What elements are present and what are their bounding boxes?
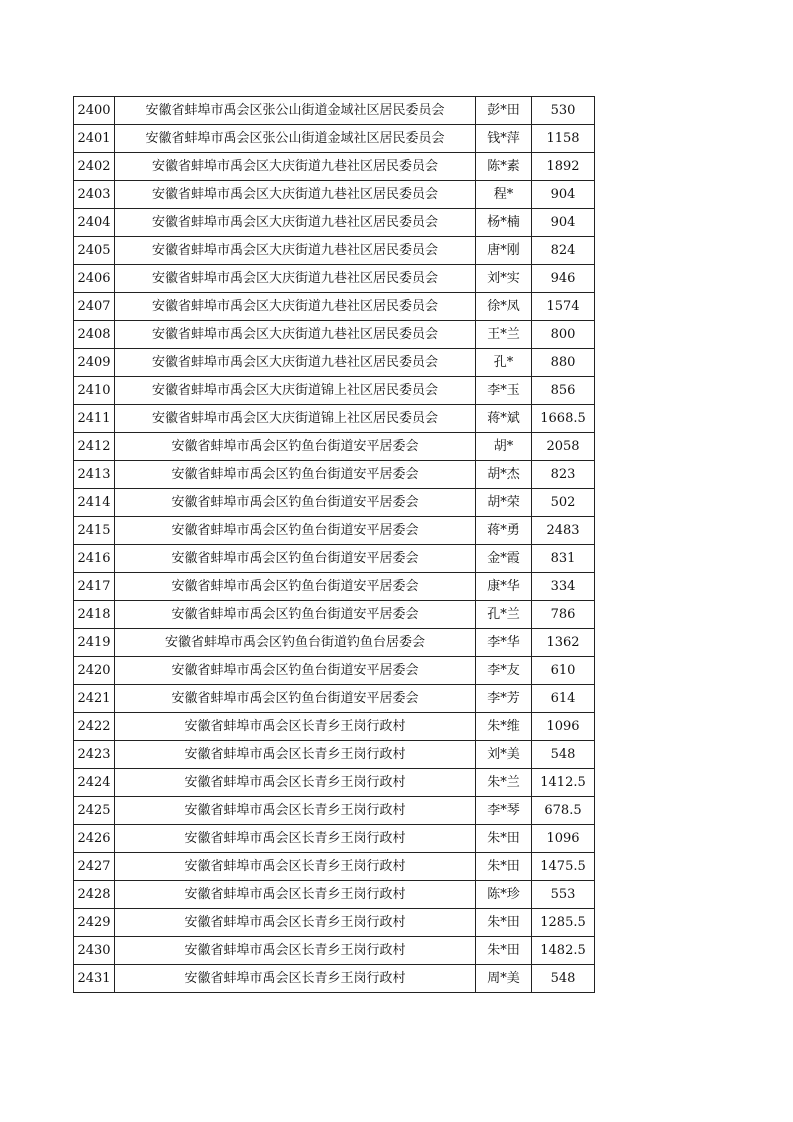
row-id-cell: 2403 [74, 181, 115, 209]
table-row [74, 321, 595, 349]
organization-cell: 安徽省蚌埠市禹会区钓鱼台街道安平居委会 [115, 601, 476, 629]
person-name-cell: 刘*美 [476, 741, 532, 769]
table-row [74, 741, 595, 769]
row-id-cell: 2405 [74, 237, 115, 265]
amount-cell: 1668.5 [532, 405, 595, 433]
table-row [74, 657, 595, 685]
person-name-cell: 钱*萍 [476, 125, 532, 153]
amount-cell: 856 [532, 377, 595, 405]
table-row [74, 153, 595, 181]
row-id-cell: 2425 [74, 797, 115, 825]
person-name-cell: 蒋*斌 [476, 405, 532, 433]
person-name-cell: 彭*田 [476, 97, 532, 125]
row-id-cell: 2410 [74, 377, 115, 405]
person-name-cell: 李*芳 [476, 685, 532, 713]
organization-cell: 安徽省蚌埠市禹会区长青乡王岗行政村 [115, 965, 476, 993]
amount-cell: 548 [532, 965, 595, 993]
table-row [74, 433, 595, 461]
amount-cell: 946 [532, 265, 595, 293]
person-name-cell: 李*琴 [476, 797, 532, 825]
person-name-cell: 孔*兰 [476, 601, 532, 629]
row-id-cell: 2416 [74, 545, 115, 573]
amount-cell: 502 [532, 489, 595, 517]
amount-cell: 678.5 [532, 797, 595, 825]
person-name-cell: 朱*田 [476, 853, 532, 881]
person-name-cell: 陈*珍 [476, 881, 532, 909]
organization-cell: 安徽省蚌埠市禹会区长青乡王岗行政村 [115, 741, 476, 769]
row-id-cell: 2411 [74, 405, 115, 433]
row-id-cell: 2419 [74, 629, 115, 657]
amount-cell: 614 [532, 685, 595, 713]
row-id-cell: 2409 [74, 349, 115, 377]
organization-cell: 安徽省蚌埠市禹会区大庆街道九巷社区居民委员会 [115, 349, 476, 377]
row-id-cell: 2423 [74, 741, 115, 769]
person-name-cell: 朱*田 [476, 937, 532, 965]
table-row [74, 769, 595, 797]
person-name-cell: 徐*凤 [476, 293, 532, 321]
amount-cell: 1096 [532, 713, 595, 741]
table-row [74, 489, 595, 517]
amount-cell: 548 [532, 741, 595, 769]
table-row [74, 573, 595, 601]
person-name-cell: 孔* [476, 349, 532, 377]
table-row [74, 125, 595, 153]
table-row [74, 881, 595, 909]
organization-cell: 安徽省蚌埠市禹会区大庆街道九巷社区居民委员会 [115, 321, 476, 349]
organization-cell: 安徽省蚌埠市禹会区大庆街道锦上社区居民委员会 [115, 377, 476, 405]
person-name-cell: 程* [476, 181, 532, 209]
table-row [74, 293, 595, 321]
table-row [74, 825, 595, 853]
row-id-cell: 2408 [74, 321, 115, 349]
row-id-cell: 2429 [74, 909, 115, 937]
person-name-cell: 胡* [476, 433, 532, 461]
row-id-cell: 2427 [74, 853, 115, 881]
amount-cell: 1475.5 [532, 853, 595, 881]
amount-cell: 530 [532, 97, 595, 125]
organization-cell: 安徽省蚌埠市禹会区长青乡王岗行政村 [115, 825, 476, 853]
amount-cell: 334 [532, 573, 595, 601]
row-id-cell: 2428 [74, 881, 115, 909]
amount-cell: 1362 [532, 629, 595, 657]
person-name-cell: 刘*实 [476, 265, 532, 293]
organization-cell: 安徽省蚌埠市禹会区钓鱼台街道安平居委会 [115, 517, 476, 545]
amount-cell: 1412.5 [532, 769, 595, 797]
row-id-cell: 2402 [74, 153, 115, 181]
organization-cell: 安徽省蚌埠市禹会区钓鱼台街道安平居委会 [115, 545, 476, 573]
person-name-cell: 朱*兰 [476, 769, 532, 797]
organization-cell: 安徽省蚌埠市禹会区大庆街道九巷社区居民委员会 [115, 209, 476, 237]
amount-cell: 2058 [532, 433, 595, 461]
organization-cell: 安徽省蚌埠市禹会区钓鱼台街道安平居委会 [115, 657, 476, 685]
person-name-cell: 唐*刚 [476, 237, 532, 265]
organization-cell: 安徽省蚌埠市禹会区张公山街道金域社区居民委员会 [115, 97, 476, 125]
table-row [74, 349, 595, 377]
table-row [74, 545, 595, 573]
amount-cell: 831 [532, 545, 595, 573]
organization-cell: 安徽省蚌埠市禹会区大庆街道九巷社区居民委员会 [115, 153, 476, 181]
table-row [74, 797, 595, 825]
subsidy-table [73, 96, 595, 993]
row-id-cell: 2417 [74, 573, 115, 601]
organization-cell: 安徽省蚌埠市禹会区大庆街道锦上社区居民委员会 [115, 405, 476, 433]
table-row [74, 965, 595, 993]
table-row [74, 713, 595, 741]
amount-cell: 1158 [532, 125, 595, 153]
organization-cell: 安徽省蚌埠市禹会区长青乡王岗行政村 [115, 881, 476, 909]
table-row [74, 629, 595, 657]
person-name-cell: 胡*杰 [476, 461, 532, 489]
person-name-cell: 朱*田 [476, 825, 532, 853]
person-name-cell: 康*华 [476, 573, 532, 601]
organization-cell: 安徽省蚌埠市禹会区张公山街道金域社区居民委员会 [115, 125, 476, 153]
table-row [74, 209, 595, 237]
organization-cell: 安徽省蚌埠市禹会区长青乡王岗行政村 [115, 797, 476, 825]
organization-cell: 安徽省蚌埠市禹会区长青乡王岗行政村 [115, 713, 476, 741]
amount-cell: 553 [532, 881, 595, 909]
row-id-cell: 2404 [74, 209, 115, 237]
person-name-cell: 王*兰 [476, 321, 532, 349]
organization-cell: 安徽省蚌埠市禹会区长青乡王岗行政村 [115, 769, 476, 797]
amount-cell: 1285.5 [532, 909, 595, 937]
table-row [74, 685, 595, 713]
amount-cell: 1482.5 [532, 937, 595, 965]
table-row [74, 237, 595, 265]
organization-cell: 安徽省蚌埠市禹会区大庆街道九巷社区居民委员会 [115, 265, 476, 293]
person-name-cell: 周*美 [476, 965, 532, 993]
row-id-cell: 2426 [74, 825, 115, 853]
organization-cell: 安徽省蚌埠市禹会区钓鱼台街道钓鱼台居委会 [115, 629, 476, 657]
amount-cell: 610 [532, 657, 595, 685]
row-id-cell: 2421 [74, 685, 115, 713]
row-id-cell: 2430 [74, 937, 115, 965]
row-id-cell: 2424 [74, 769, 115, 797]
row-id-cell: 2422 [74, 713, 115, 741]
organization-cell: 安徽省蚌埠市禹会区大庆街道九巷社区居民委员会 [115, 181, 476, 209]
amount-cell: 880 [532, 349, 595, 377]
amount-cell: 2483 [532, 517, 595, 545]
amount-cell: 1892 [532, 153, 595, 181]
organization-cell: 安徽省蚌埠市禹会区长青乡王岗行政村 [115, 937, 476, 965]
person-name-cell: 蒋*勇 [476, 517, 532, 545]
person-name-cell: 陈*素 [476, 153, 532, 181]
row-id-cell: 2431 [74, 965, 115, 993]
amount-cell: 1096 [532, 825, 595, 853]
amount-cell: 823 [532, 461, 595, 489]
table-row [74, 853, 595, 881]
table-row [74, 97, 595, 125]
organization-cell: 安徽省蚌埠市禹会区钓鱼台街道安平居委会 [115, 489, 476, 517]
row-id-cell: 2418 [74, 601, 115, 629]
organization-cell: 安徽省蚌埠市禹会区大庆街道九巷社区居民委员会 [115, 293, 476, 321]
table-row [74, 937, 595, 965]
row-id-cell: 2413 [74, 461, 115, 489]
table-row [74, 377, 595, 405]
row-id-cell: 2415 [74, 517, 115, 545]
amount-cell: 800 [532, 321, 595, 349]
table-row [74, 405, 595, 433]
amount-cell: 904 [532, 209, 595, 237]
table-row [74, 517, 595, 545]
table-row [74, 909, 595, 937]
table-row [74, 461, 595, 489]
amount-cell: 904 [532, 181, 595, 209]
person-name-cell: 金*霞 [476, 545, 532, 573]
table-body [74, 97, 595, 993]
person-name-cell: 李*华 [476, 629, 532, 657]
person-name-cell: 胡*荣 [476, 489, 532, 517]
amount-cell: 824 [532, 237, 595, 265]
row-id-cell: 2407 [74, 293, 115, 321]
organization-cell: 安徽省蚌埠市禹会区钓鱼台街道安平居委会 [115, 573, 476, 601]
organization-cell: 安徽省蚌埠市禹会区长青乡王岗行政村 [115, 853, 476, 881]
row-id-cell: 2406 [74, 265, 115, 293]
organization-cell: 安徽省蚌埠市禹会区钓鱼台街道安平居委会 [115, 433, 476, 461]
amount-cell: 786 [532, 601, 595, 629]
table-row [74, 601, 595, 629]
organization-cell: 安徽省蚌埠市禹会区钓鱼台街道安平居委会 [115, 461, 476, 489]
person-name-cell: 朱*田 [476, 909, 532, 937]
table-row [74, 265, 595, 293]
organization-cell: 安徽省蚌埠市禹会区钓鱼台街道安平居委会 [115, 685, 476, 713]
person-name-cell: 李*友 [476, 657, 532, 685]
row-id-cell: 2400 [74, 97, 115, 125]
organization-cell: 安徽省蚌埠市禹会区大庆街道九巷社区居民委员会 [115, 237, 476, 265]
amount-cell: 1574 [532, 293, 595, 321]
person-name-cell: 朱*维 [476, 713, 532, 741]
row-id-cell: 2401 [74, 125, 115, 153]
table-row [74, 181, 595, 209]
row-id-cell: 2414 [74, 489, 115, 517]
row-id-cell: 2412 [74, 433, 115, 461]
organization-cell: 安徽省蚌埠市禹会区长青乡王岗行政村 [115, 909, 476, 937]
person-name-cell: 李*玉 [476, 377, 532, 405]
person-name-cell: 杨*楠 [476, 209, 532, 237]
row-id-cell: 2420 [74, 657, 115, 685]
